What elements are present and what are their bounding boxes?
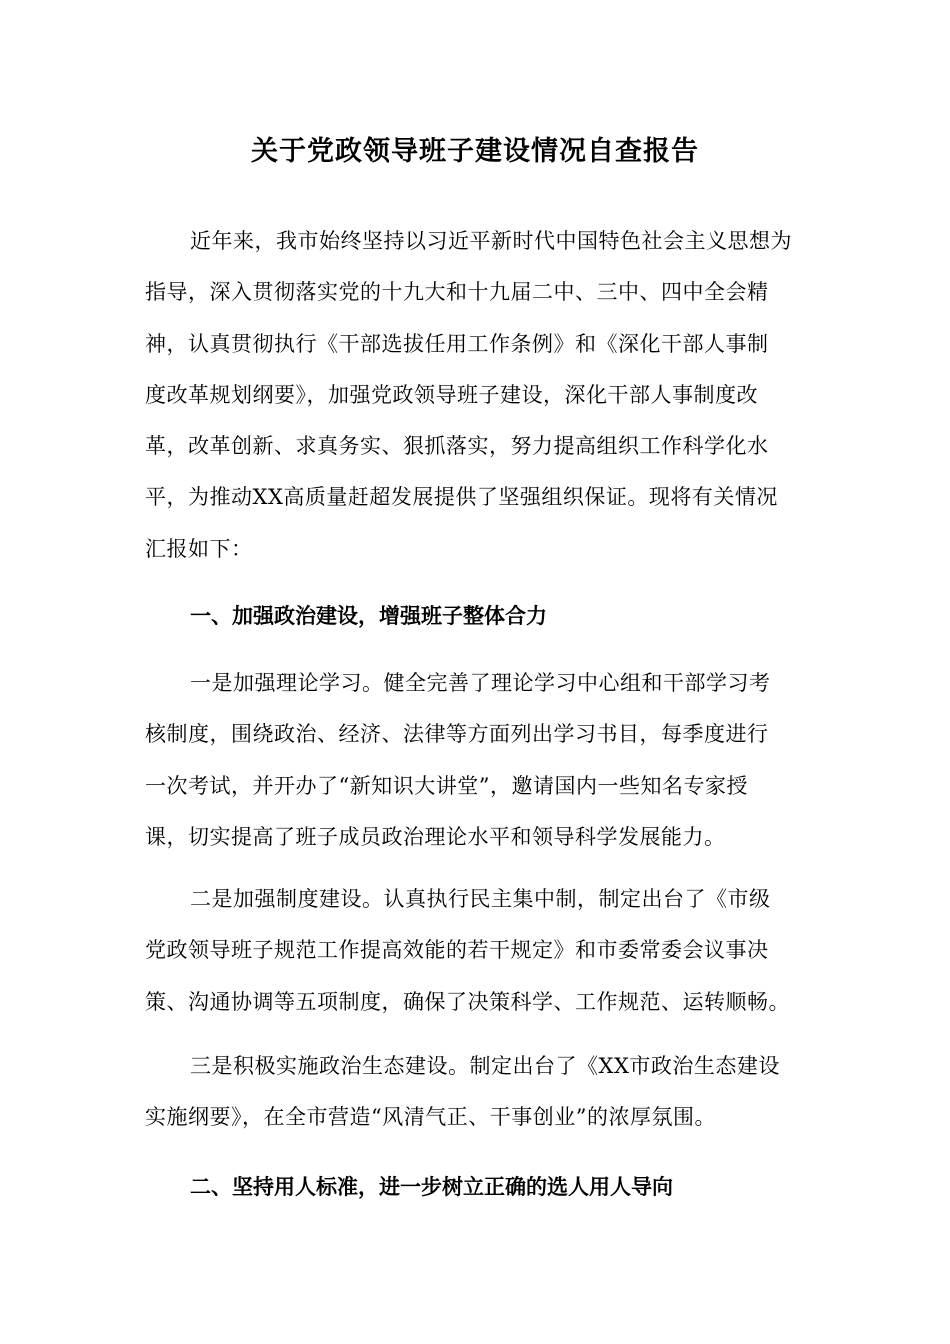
- political-ecology-paragraph: [145, 1041, 807, 1144]
- section-heading-2: 二、坚持用人标准，进一步树立正确的选人用人导向: [190, 1175, 673, 1199]
- system-building-paragraph: [145, 874, 807, 1028]
- paragraph-line: 课，切实提高了班子成员政治理论水平和领导科学发展能力。: [145, 824, 726, 849]
- paragraph-line: 二是加强制度建设。认真执行民主集中制，制定出台了《市级: [190, 887, 771, 911]
- paragraph-line: 近年来，我市始终坚持以习近平新时代中国特色社会主义思想为: [190, 229, 792, 253]
- paragraph-line: 一是加强理论学习。健全完善了理论学习中心组和干部学习考: [190, 671, 771, 695]
- paragraph-line: 核制度，围绕政治、经济、法律等方面列出学习书目，每季度进行: [145, 722, 769, 747]
- document-title: 关于党政领导班子建设情况自查报告: [251, 136, 699, 167]
- paragraph-line: 实施纲要》，在全市营造“风清气正、干事创业”的浓厚氛围。: [145, 1105, 716, 1130]
- paragraph-line: 指导，深入贯彻落实党的十九大和十九届二中、三中、四中全会精: [145, 280, 769, 305]
- intro-paragraph: [145, 216, 807, 575]
- paragraph-line: 平，为推动XX高质量赶超发展提供了坚强组织保证。现将有关情况: [145, 485, 778, 510]
- paragraph-line: 度改革规划纲要》，加强党政领导班子建设，深化干部人事制度改: [145, 382, 758, 407]
- section-heading-1: 一、加强政治建设，增强班子整体合力: [190, 604, 547, 628]
- paragraph-line: 革，改革创新、求真务实、狠抓落实，努力提高组织工作科学化水: [145, 434, 769, 459]
- theory-study-paragraph: [145, 658, 807, 863]
- paragraph-line: 汇报如下：: [145, 536, 253, 561]
- paragraph-line: 党政领导班子规范工作提高效能的若干规定》和市委常委会议事决: [145, 938, 769, 963]
- paragraph-line: 一次考试，并开办了“新知识大讲堂”，邀请国内一些知名专家授: [145, 773, 748, 798]
- paragraph-line: 策、沟通协调等五项制度，确保了决策科学、工作规范、运转顺畅。: [145, 989, 790, 1014]
- paragraph-line: 神，认真贯彻执行《干部选拔任用工作条例》和《深化干部人事制: [145, 331, 769, 356]
- paragraph-line: 三是积极实施政治生态建设。制定出台了《XX市政治生态建设: [190, 1054, 780, 1078]
